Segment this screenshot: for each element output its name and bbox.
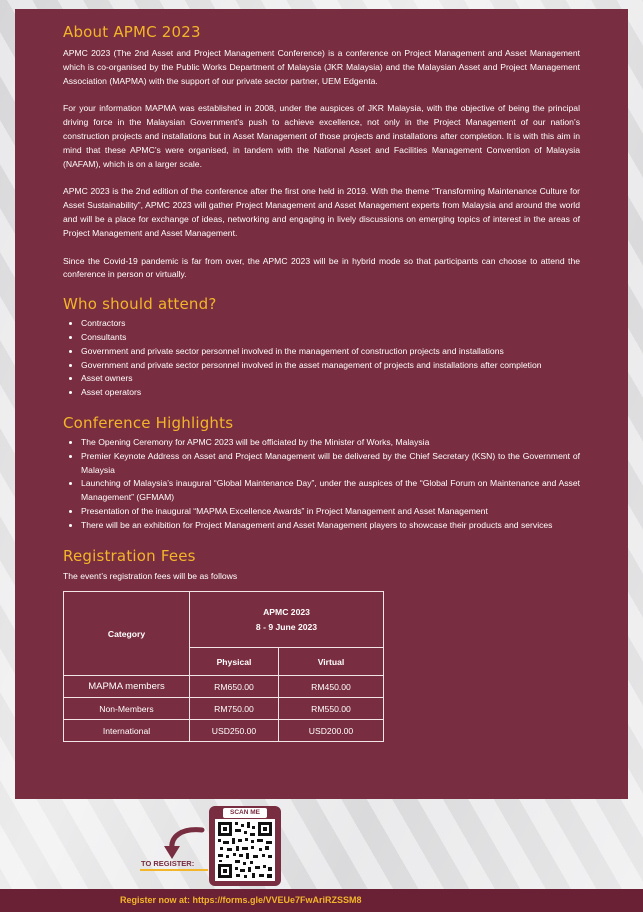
about-paragraph-3: APMC 2023 is the 2nd edition of the conference after the first one held in 2019. With the theme “Transforming Maintenance Culture for Asset Sustainability”, APMC 2023 will gather Project Management and Asset Management experts from Malaysia and around the world and will be a place for exchange of ideas, networking and engaging in lively discussions on emerging topics of interest in the areas of Project Management and Asset Management. bbox=[63, 186, 580, 238]
event-name: APMC 2023 bbox=[263, 606, 310, 617]
list-item: • Government and private sector personnel involved in the management of construction projects and installations bbox=[81, 345, 580, 359]
row-category: Non-Members bbox=[64, 698, 190, 720]
register-link[interactable]: Register now at: https://forms.gle/VVEUe7FwAriRZSSM8 bbox=[120, 895, 362, 905]
footer-bar bbox=[0, 889, 643, 912]
virtual-header: Virtual bbox=[279, 648, 384, 676]
about-paragraph-2: For your information MAPMA was established in 2008, under the auspices of JKR Malaysia, with the objective of being the principal driving force in the Malaysian Government’s push to achieve excellence, not only in the Project Management of our nation’s construction projects and installations but in Asset Management of those projects and installations after completion. It is with this aim in mind that these APMC’s were organised, in tandem with the National Asset and Facilities Management Convention of Malaysia (NAFAM), which is on a larger scale. bbox=[63, 103, 580, 169]
table-row bbox=[64, 698, 384, 720]
about-title: About APMC 2023 bbox=[63, 23, 201, 41]
list-item: • Government and private sector personnel involved in the asset management of projects and installations after completion bbox=[81, 359, 580, 373]
fees-intro: The event’s registration fees will be as follows bbox=[63, 570, 238, 581]
to-register-label: TO REGISTER: bbox=[141, 859, 195, 868]
event-date: 8 - 9 June 2023 bbox=[255, 621, 318, 632]
table-row bbox=[64, 720, 384, 742]
category-header: Category bbox=[64, 592, 190, 676]
curved-arrow-icon bbox=[160, 826, 208, 862]
attend-title: Who should attend? bbox=[63, 295, 217, 314]
highlights-title: Conference Highlights bbox=[63, 413, 234, 432]
row-virtual: RM550.00 bbox=[279, 698, 384, 720]
content-panel bbox=[15, 9, 628, 799]
event-header bbox=[190, 592, 384, 648]
qr-code-card[interactable] bbox=[209, 806, 281, 886]
list-item: • Asset operators bbox=[81, 386, 580, 400]
physical-header: Physical bbox=[190, 648, 279, 676]
list-item: • Premier Keynote Address on Asset and Project Management will be delivered by the Chief Secretary (KSN) to the Government of Malaysia bbox=[81, 450, 580, 478]
attend-list bbox=[63, 317, 580, 400]
list-item: • Consultants bbox=[81, 331, 580, 345]
content bbox=[63, 23, 580, 742]
fees-title: Registration Fees bbox=[63, 546, 196, 565]
row-physical: RM750.00 bbox=[190, 698, 279, 720]
row-category: International bbox=[64, 720, 190, 742]
list-item: • There will be an exhibition for Project Management and Asset Management players to showcase their products and services bbox=[81, 519, 580, 533]
list-item: • Presentation of the inaugural “MAPMA Excellence Awards” in Project Management and Asset Management bbox=[81, 505, 580, 519]
row-virtual: RM450.00 bbox=[279, 676, 384, 698]
list-item: • Launching of Malaysia’s inaugural “Global Maintenance Day”, under the auspices of the “Global Forum on Maintenance and Asset Management” (GFMAM) bbox=[81, 477, 580, 505]
row-category: MAPMA members bbox=[64, 676, 190, 698]
about-paragraph-4: Since the Covid-19 pandemic is far from over, the APMC 2023 will be in hybrid mode so that participants can choose to attend the conference in person or virtually. bbox=[63, 255, 580, 280]
list-item: • Asset owners bbox=[81, 372, 580, 386]
about-paragraph-1: APMC 2023 (The 2nd Asset and Project Management Conference) is a conference on Project Management and Asset Management which is co-organised by the Public Works Department of Malaysia (JKR Malaysia) and the Malaysian Asset and Project Management Association (MAPMA) with the support of our private sector partner, UEM Edgenta. bbox=[63, 48, 580, 86]
row-physical: USD250.00 bbox=[190, 720, 279, 742]
highlights-list bbox=[63, 436, 580, 533]
qr-icon bbox=[215, 819, 275, 881]
fees-table bbox=[63, 591, 384, 742]
row-virtual: USD200.00 bbox=[279, 720, 384, 742]
list-item: • Contractors bbox=[81, 317, 580, 331]
scan-me-label: SCAN ME bbox=[223, 808, 267, 818]
qr-code-image[interactable] bbox=[215, 819, 275, 881]
underline-decoration bbox=[140, 868, 208, 873]
list-item: • The Opening Ceremony for APMC 2023 will be officiated by the Minister of Works, Malaysia bbox=[81, 436, 580, 450]
table-row bbox=[64, 676, 384, 698]
row-physical: RM650.00 bbox=[190, 676, 279, 698]
